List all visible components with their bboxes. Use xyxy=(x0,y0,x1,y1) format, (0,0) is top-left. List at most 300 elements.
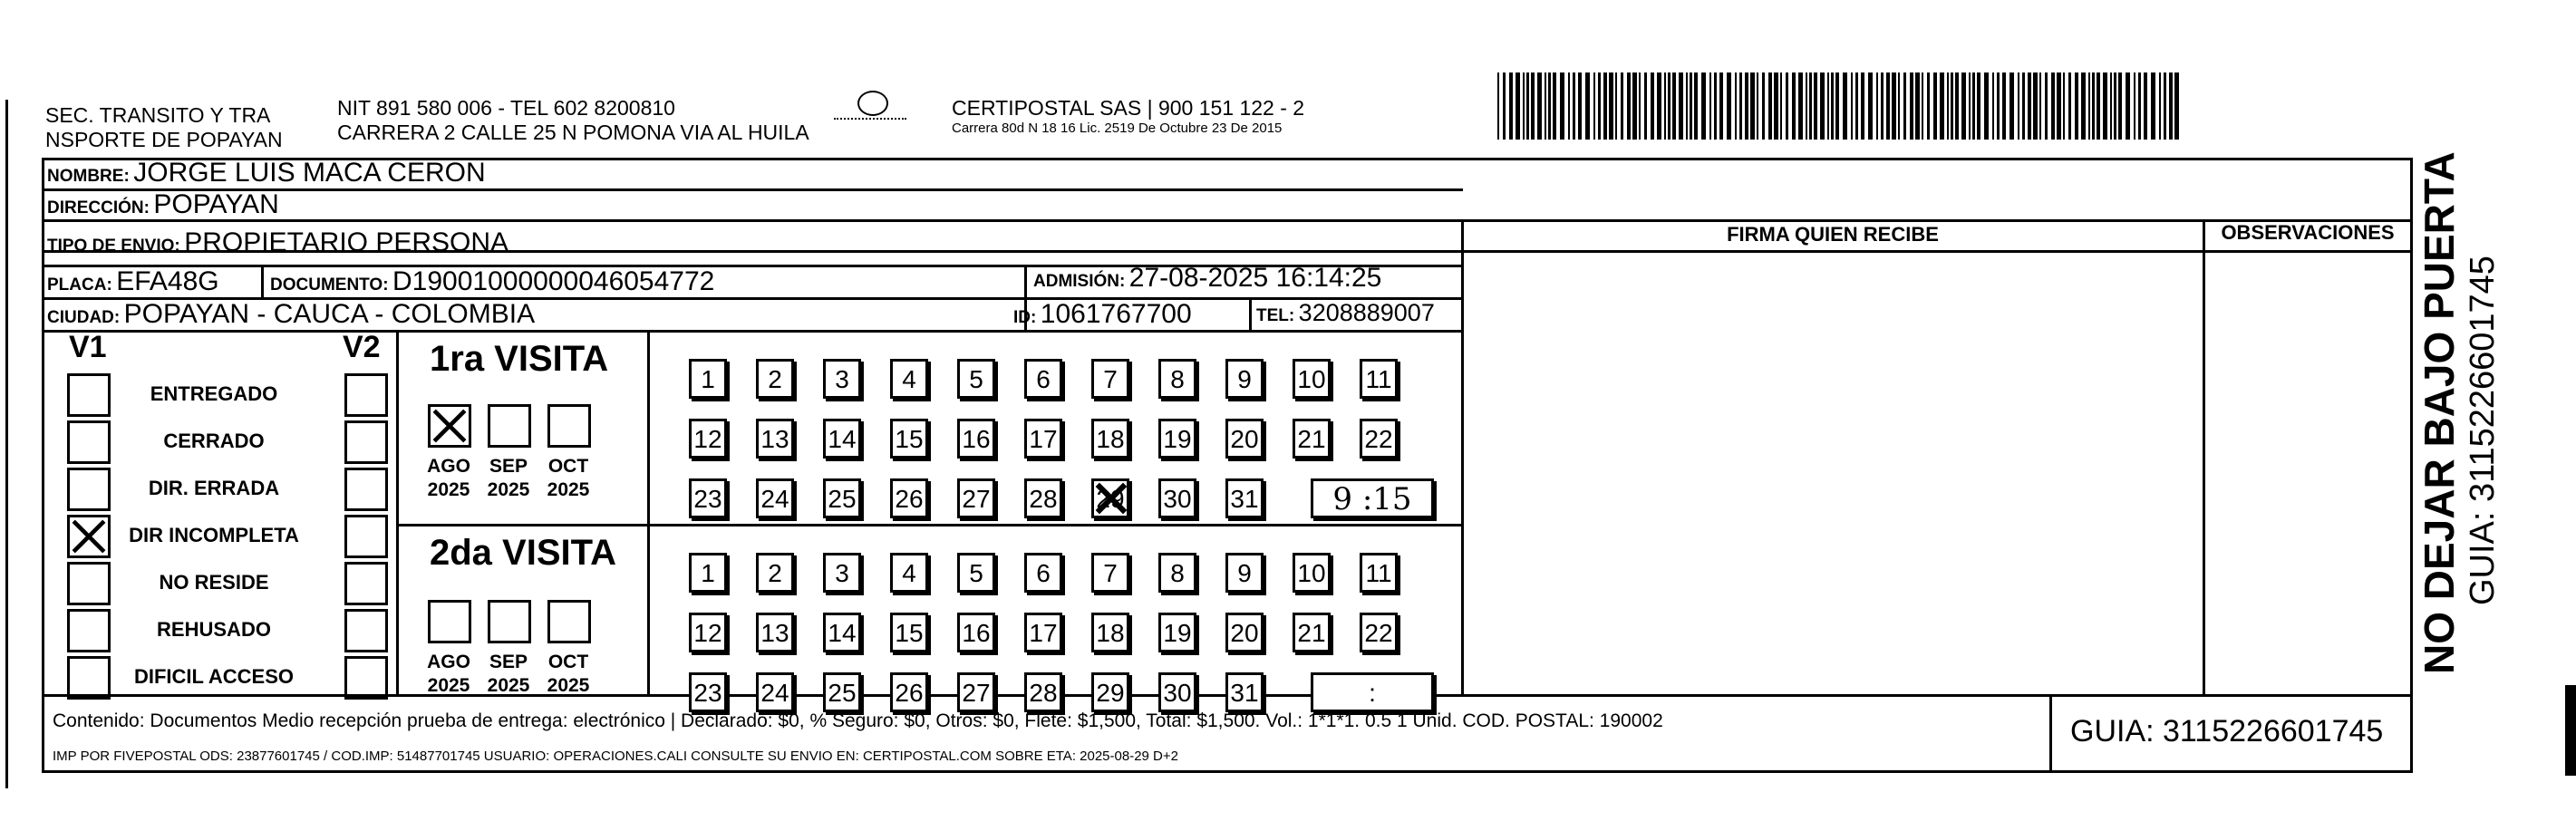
barcode-bar xyxy=(1573,72,1575,140)
month-label xyxy=(417,651,480,698)
certipostal-logo-icon xyxy=(857,91,888,116)
barcode-bar xyxy=(1898,72,1900,140)
day-number: 15 xyxy=(895,425,924,453)
barcode-bar xyxy=(1727,72,1731,140)
day-box[interactable] xyxy=(1158,553,1196,593)
day-box[interactable] xyxy=(823,553,861,593)
day-box[interactable] xyxy=(890,553,928,593)
admision-value: 27-08-2025 16:14:25 xyxy=(1128,263,1382,293)
direccion-label: DIRECCIÓN: xyxy=(47,198,150,217)
barcode-bar xyxy=(1686,72,1688,140)
barcode-bar xyxy=(2068,72,2071,140)
month-name: SEP xyxy=(489,456,528,477)
month-checkbox[interactable] xyxy=(547,404,591,448)
day-box[interactable] xyxy=(1293,613,1331,652)
barcode-bar xyxy=(1657,72,1661,140)
row-line-2 xyxy=(42,219,2413,222)
day-box[interactable] xyxy=(957,478,995,518)
day-box[interactable] xyxy=(689,478,727,518)
barcode-bar xyxy=(2051,72,2055,140)
barcode-bar xyxy=(1757,72,1758,140)
day-box[interactable] xyxy=(890,419,928,459)
barcode-bar xyxy=(1892,72,1896,140)
barcode-bar xyxy=(2144,72,2147,140)
guia-vertical-text: GUIA: 3115226601745 xyxy=(2464,256,2502,605)
barcode-bar xyxy=(1922,72,1923,140)
day-number: 18 xyxy=(1096,619,1125,647)
day-number: 31 xyxy=(1230,485,1259,513)
day-box[interactable] xyxy=(1091,359,1129,399)
day-box[interactable] xyxy=(1360,553,1398,593)
month-checkbox[interactable] xyxy=(428,600,471,643)
day-number: 22 xyxy=(1364,619,1393,647)
day-number: 23 xyxy=(693,679,722,707)
day-box[interactable] xyxy=(756,359,794,399)
barcode-bar xyxy=(1831,72,1834,140)
day-number: 11 xyxy=(1365,365,1392,393)
tel-divider xyxy=(1249,299,1252,332)
barcode-bar xyxy=(1627,72,1631,140)
ciudad-label: CIUDAD: xyxy=(47,308,121,327)
day-box[interactable] xyxy=(957,419,995,459)
day-number: 27 xyxy=(962,679,991,707)
day-box[interactable] xyxy=(1091,553,1129,593)
month-checkbox[interactable] xyxy=(547,600,591,643)
barcode-bar xyxy=(1955,72,1959,140)
day-box[interactable] xyxy=(689,553,727,593)
day-number: 11 xyxy=(1365,559,1392,587)
guia-box: GUIA: 3115226601745 xyxy=(2070,714,2384,749)
barcode-bar xyxy=(1940,72,1944,140)
barcode-bar xyxy=(1603,72,1607,140)
month-name: OCT xyxy=(547,456,589,477)
day-box[interactable] xyxy=(689,419,727,459)
barcode-bar xyxy=(1947,72,1949,140)
nombre-row xyxy=(47,158,486,188)
day-number: 14 xyxy=(828,619,857,647)
day-box[interactable] xyxy=(823,359,861,399)
barcode-bar xyxy=(1814,72,1817,140)
month-name: AGO xyxy=(427,456,470,477)
month-year: 2025 xyxy=(427,675,470,696)
barcode-bar xyxy=(1851,72,1853,140)
barcode-bar xyxy=(1593,72,1595,140)
barcode-bar xyxy=(1876,72,1878,140)
v2-header: V2 xyxy=(343,330,381,364)
day-box[interactable] xyxy=(1024,553,1062,593)
day-box[interactable] xyxy=(1024,478,1062,518)
day-box[interactable] xyxy=(1225,359,1264,399)
left-border xyxy=(5,100,8,788)
day-box[interactable] xyxy=(1158,419,1196,459)
barcode-bar xyxy=(2164,72,2166,140)
day-number: 29 xyxy=(1096,485,1125,513)
barcode-bar xyxy=(1910,72,1913,140)
barcode-bar xyxy=(1886,72,1890,140)
v1-checkbox[interactable] xyxy=(67,609,111,652)
day-box[interactable] xyxy=(1158,359,1196,399)
day-number: 25 xyxy=(828,485,857,513)
day-number: 28 xyxy=(1029,485,1058,513)
barcode-bar xyxy=(1827,72,1829,140)
barcode-bar xyxy=(1768,72,1772,140)
day-box[interactable] xyxy=(689,672,727,712)
barcode-bar xyxy=(1531,72,1535,140)
status-label: DIR INCOMPLETA xyxy=(129,524,299,546)
day-box[interactable] xyxy=(890,613,928,652)
day-number: 10 xyxy=(1297,365,1326,393)
barcode-bar xyxy=(1735,72,1737,140)
barcode-bar xyxy=(1560,72,1564,140)
nit-block xyxy=(337,96,809,145)
day-box[interactable] xyxy=(823,613,861,652)
barcode-bar xyxy=(1792,72,1796,140)
check-x-icon xyxy=(70,517,108,555)
barcode-bar xyxy=(2057,72,2061,140)
day-box[interactable] xyxy=(1158,613,1196,652)
barcode-bar xyxy=(1903,72,1906,140)
day-box[interactable] xyxy=(1293,359,1331,399)
barcode-bar xyxy=(1951,72,1953,140)
barcode-bar xyxy=(1709,72,1711,140)
direccion-value: POPAYAN xyxy=(153,189,279,219)
barcode-bar xyxy=(1977,72,1980,140)
barcode-bar xyxy=(1537,72,1542,140)
observaciones-header: OBSERVACIONES xyxy=(2221,221,2395,244)
day-number: 28 xyxy=(1029,679,1058,707)
day-number: 22 xyxy=(1364,425,1393,453)
documento-row xyxy=(270,266,714,297)
day-number: 17 xyxy=(1029,619,1058,647)
v2-checkbox[interactable] xyxy=(344,420,388,464)
day-box[interactable] xyxy=(1225,478,1264,518)
day-box[interactable] xyxy=(1091,419,1129,459)
footer-content-line: Contenido: Documentos Medio recepción prueba de entrega: electrónico | Declarado: $0, % Seguro: $0, Otros: $0, Flete: $1,500, Total: $1,500. Vol.: 1*1*1. 0.5 1 Unid. COD. POSTAL: 190002 xyxy=(53,710,1663,731)
day-box[interactable] xyxy=(890,672,928,712)
v1-checkbox[interactable] xyxy=(67,515,111,558)
direccion-row xyxy=(47,189,279,220)
day-box[interactable] xyxy=(1360,419,1398,459)
day-number: 26 xyxy=(895,679,924,707)
time-box[interactable] xyxy=(1311,478,1434,518)
barcode-bar xyxy=(2075,72,2078,140)
barcode-bar xyxy=(1739,72,1742,140)
barcode-bar xyxy=(2088,72,2090,140)
day-number: 1 xyxy=(701,365,715,393)
day-box[interactable] xyxy=(1158,478,1196,518)
day-number: 9 xyxy=(1237,365,1252,393)
nit-line-2: CARRERA 2 CALLE 25 N POMONA VIA AL HUILA xyxy=(337,121,809,144)
day-box[interactable] xyxy=(957,553,995,593)
barcode-bar xyxy=(1615,72,1617,140)
firma-left-border xyxy=(1461,219,1464,696)
day-number: 30 xyxy=(1163,679,1192,707)
warning-vertical-text: NO DEJAR BAJO PUERTA xyxy=(2416,151,2463,674)
footer-imp-line: IMP POR FIVEPOSTAL ODS: 23877601745 / COD.IMP: 51487701745 USUARIO: OPERACIONES.CALI CONSULTE SU ENVIO EN: CERTIPOSTAL.COM SOBRE ETA: 2025-08-29 D+2 xyxy=(53,749,1178,764)
status-divider xyxy=(396,330,399,694)
v1-checkbox[interactable] xyxy=(67,420,111,464)
visit-divider xyxy=(647,330,650,694)
day-number: 9 xyxy=(1237,559,1252,587)
month-checkbox[interactable] xyxy=(488,404,531,448)
day-box[interactable] xyxy=(1293,419,1331,459)
v2-checkbox[interactable] xyxy=(344,656,388,700)
day-box[interactable] xyxy=(957,672,995,712)
documento-label: DOCUMENTO: xyxy=(270,275,389,295)
month-year: 2025 xyxy=(547,675,590,696)
month-name: SEP xyxy=(489,652,528,672)
day-number: 27 xyxy=(962,485,991,513)
status-label: NO RESIDE xyxy=(159,571,269,594)
barcode-icon xyxy=(1497,72,2183,140)
day-number: 25 xyxy=(828,679,857,707)
barcode-bar xyxy=(1762,72,1765,140)
issuer-line-2: NSPORTE DE POPAYAN xyxy=(45,128,283,151)
day-number: 2 xyxy=(768,365,782,393)
day-number: 1 xyxy=(701,559,715,587)
day-number: 4 xyxy=(902,559,916,587)
barcode-bar xyxy=(2028,72,2031,140)
tipo-label: TIPO DE ENVIO: xyxy=(47,237,180,256)
barcode-bar xyxy=(1786,72,1788,140)
barcode-bar xyxy=(1509,72,1513,140)
time-value: 9 :15 xyxy=(1332,481,1412,517)
barcode-bar xyxy=(1516,72,1520,140)
day-box[interactable] xyxy=(823,478,861,518)
day-number: 30 xyxy=(1163,485,1192,513)
day-box[interactable] xyxy=(1091,672,1129,712)
day-box[interactable] xyxy=(1293,553,1331,593)
tel-row xyxy=(1256,299,1435,327)
barcode-bar xyxy=(1632,72,1637,140)
tel-label: TEL: xyxy=(1256,306,1295,325)
v2-checkbox[interactable] xyxy=(344,373,388,417)
day-box[interactable] xyxy=(890,359,928,399)
month-year: 2025 xyxy=(427,479,470,500)
barcode-bar xyxy=(1933,72,1937,140)
documento-value: D19001000000046054772 xyxy=(392,266,715,296)
day-number: 6 xyxy=(1036,365,1051,393)
barcode-bar xyxy=(1701,72,1706,140)
day-box[interactable] xyxy=(1091,613,1129,652)
barcode-bar xyxy=(1548,72,1551,140)
day-number: 12 xyxy=(693,425,722,453)
check-x-icon xyxy=(1094,481,1128,526)
barcode-bar xyxy=(1651,72,1654,140)
month-label xyxy=(537,651,600,698)
day-box[interactable] xyxy=(1360,613,1398,652)
barcode-bar xyxy=(1881,72,1884,140)
day-box[interactable] xyxy=(756,478,794,518)
day-number: 31 xyxy=(1230,679,1259,707)
day-number: 17 xyxy=(1029,425,1058,453)
month-checkbox[interactable] xyxy=(488,600,531,643)
day-box[interactable] xyxy=(1225,553,1264,593)
day-box[interactable] xyxy=(756,419,794,459)
barcode-bar xyxy=(2103,72,2107,140)
barcode-bar xyxy=(2159,72,2161,140)
barcode-bar xyxy=(2118,72,2122,140)
month-year: 2025 xyxy=(547,479,590,500)
row-line-bottom xyxy=(42,770,2413,773)
month-year: 2025 xyxy=(487,675,530,696)
barcode-bar xyxy=(2169,72,2173,140)
barcode-bar xyxy=(2134,72,2135,140)
barcode-bar xyxy=(2174,72,2179,140)
courier-block xyxy=(952,96,1304,137)
barcode-bar xyxy=(1992,72,1994,140)
placa-label: PLACA: xyxy=(47,275,112,295)
day-number: 8 xyxy=(1170,559,1185,587)
firma-header: FIRMA QUIEN RECIBE xyxy=(1727,223,1939,246)
barcode-bar xyxy=(1809,72,1812,140)
month-name: OCT xyxy=(547,652,589,672)
v2-checkbox[interactable] xyxy=(344,609,388,652)
id-row xyxy=(1013,299,1192,330)
month-checkbox[interactable] xyxy=(428,404,471,448)
day-number: 24 xyxy=(760,485,789,513)
obs-left-border xyxy=(2203,219,2205,696)
day-box[interactable] xyxy=(689,613,727,652)
barcode-bar xyxy=(1694,72,1698,140)
barcode-bar xyxy=(1927,72,1930,140)
barcode-bar xyxy=(1568,72,1570,140)
day-box[interactable] xyxy=(1360,359,1398,399)
day-number: 7 xyxy=(1103,365,1118,393)
barcode-bar xyxy=(1523,72,1525,140)
barcode-bar xyxy=(1672,72,1676,140)
barcode-bar xyxy=(1679,72,1683,140)
day-box[interactable] xyxy=(1024,672,1062,712)
barcode-bar xyxy=(2018,72,2019,140)
barcode-bar xyxy=(1997,72,2000,140)
day-number: 21 xyxy=(1297,619,1326,647)
day-number: 29 xyxy=(1096,679,1125,707)
guia-box-left xyxy=(2049,694,2052,772)
admision-row xyxy=(1033,263,1381,294)
placa-divider xyxy=(261,266,264,299)
barcode-bar xyxy=(2114,72,2116,140)
barcode-bar xyxy=(1719,72,1723,140)
barcode-bar xyxy=(1868,72,1873,140)
day-box[interactable] xyxy=(957,613,995,652)
barcode-bar xyxy=(1798,72,1803,140)
barcode-bar xyxy=(2126,72,2130,140)
day-number: 20 xyxy=(1230,425,1259,453)
month-name: AGO xyxy=(427,652,470,672)
day-box[interactable] xyxy=(1091,478,1129,518)
barcode-bar xyxy=(1668,72,1671,140)
courier-line-1: CERTIPOSTAL SAS | 900 151 122 - 2 xyxy=(952,96,1305,120)
barcode-bar xyxy=(1578,72,1582,140)
status-label: REHUSADO xyxy=(157,618,271,641)
barcode-bar xyxy=(1835,72,1839,140)
day-box[interactable] xyxy=(756,672,794,712)
day-box[interactable] xyxy=(1024,359,1062,399)
tel-value: 3208889007 xyxy=(1298,299,1435,326)
day-box[interactable] xyxy=(1225,419,1264,459)
barcode-bar xyxy=(1526,72,1529,140)
visit-separator xyxy=(396,524,1462,526)
day-number: 3 xyxy=(835,365,849,393)
barcode-bar xyxy=(2022,72,2025,140)
barcode-bar xyxy=(1714,72,1717,140)
day-number: 4 xyxy=(902,365,916,393)
v2-checkbox[interactable] xyxy=(344,562,388,605)
v2-checkbox[interactable] xyxy=(344,515,388,558)
status-label: DIFICIL ACCESO xyxy=(133,665,294,688)
day-number: 13 xyxy=(760,425,789,453)
admision-label: ADMISIÓN: xyxy=(1033,272,1126,291)
v2-checkbox[interactable] xyxy=(344,468,388,511)
barcode-bar xyxy=(1497,72,1499,140)
day-box[interactable] xyxy=(756,613,794,652)
day-number: 7 xyxy=(1103,559,1118,587)
day-box[interactable] xyxy=(890,478,928,518)
v1-checkbox[interactable] xyxy=(67,656,111,700)
id-label: ID: xyxy=(1013,308,1037,327)
month-label xyxy=(417,455,480,502)
day-box[interactable] xyxy=(823,419,861,459)
day-box[interactable] xyxy=(1024,613,1062,652)
day-box[interactable] xyxy=(1225,672,1264,712)
v1-checkbox[interactable] xyxy=(67,468,111,511)
barcode-bar xyxy=(1969,72,1971,140)
placa-row xyxy=(47,266,219,297)
day-number: 10 xyxy=(1297,559,1326,587)
barcode-bar xyxy=(1690,72,1692,140)
day-box[interactable] xyxy=(756,553,794,593)
nit-line-1: NIT 891 580 006 - TEL 602 8200810 xyxy=(337,96,675,120)
day-number: 15 xyxy=(895,619,924,647)
tipo-row xyxy=(47,227,508,258)
tipo-value: PROPIETARIO PERSONA xyxy=(184,227,509,257)
barcode-bar xyxy=(1961,72,1966,140)
nombre-value: JORGE LUIS MACA CERON xyxy=(133,158,486,188)
v1-checkbox[interactable] xyxy=(67,373,111,417)
barcode-bar xyxy=(1621,72,1623,140)
day-box[interactable] xyxy=(1158,672,1196,712)
check-x-icon xyxy=(431,407,469,445)
day-number: 5 xyxy=(969,365,983,393)
day-box[interactable] xyxy=(689,359,727,399)
footer-left xyxy=(42,694,44,772)
day-box[interactable] xyxy=(823,672,861,712)
issuer-line-1: SEC. TRANSITO Y TRA xyxy=(45,103,271,127)
v1-checkbox[interactable] xyxy=(67,562,111,605)
barcode-bar xyxy=(1915,72,1920,140)
day-box[interactable] xyxy=(1225,613,1264,652)
day-number: 13 xyxy=(760,619,789,647)
ciudad-row xyxy=(47,299,535,330)
day-number: 23 xyxy=(693,485,722,513)
time-box[interactable] xyxy=(1311,672,1434,712)
day-box[interactable] xyxy=(1024,419,1062,459)
day-number: 16 xyxy=(962,619,991,647)
day-box[interactable] xyxy=(957,359,995,399)
barcode-bar xyxy=(2097,72,2100,140)
barcode-bar xyxy=(2138,72,2141,140)
status-label: DIR. ERRADA xyxy=(148,477,280,499)
day-number: 20 xyxy=(1230,619,1259,647)
barcode-bar xyxy=(1503,72,1506,140)
day-number: 5 xyxy=(969,559,983,587)
day-number: 2 xyxy=(768,559,782,587)
day-number: 19 xyxy=(1163,619,1192,647)
first-visit-title: 1ra VISITA xyxy=(430,339,609,379)
day-number: 16 xyxy=(962,425,991,453)
logo-wordmark-icon xyxy=(834,118,906,127)
